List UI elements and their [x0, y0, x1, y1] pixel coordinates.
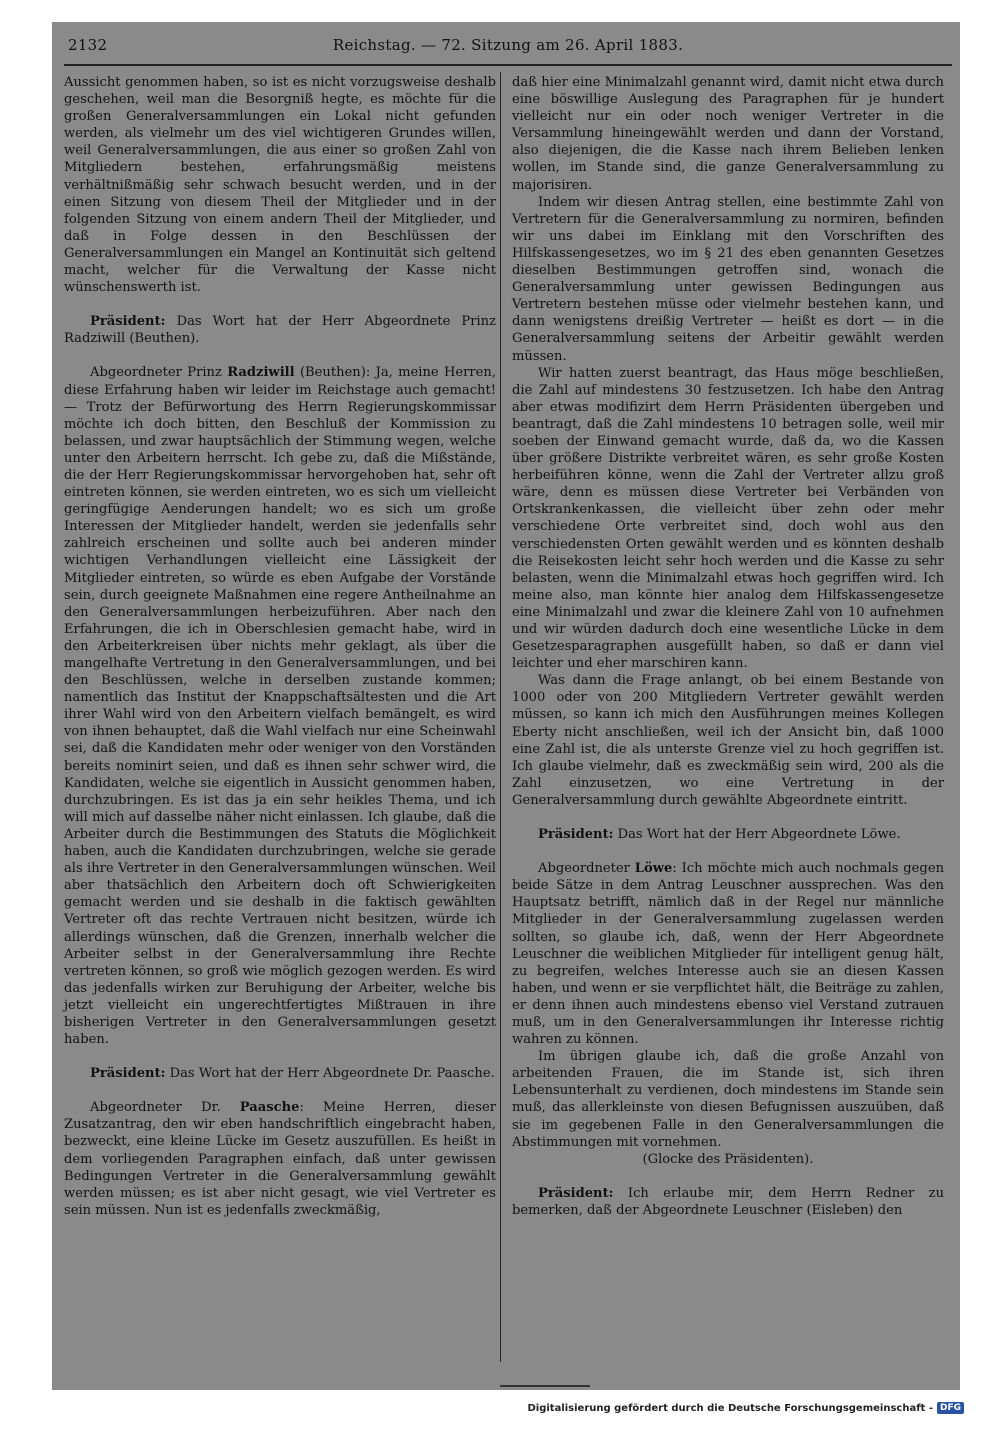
dfg-logo: DFG: [937, 1402, 964, 1414]
speaker-paragraph: [64, 1065, 496, 1082]
speaker-prefix: Abgeordneter Dr.: [90, 1100, 240, 1116]
speaker-paragraph: [512, 860, 944, 1048]
paragraph-text: daß hier eine Minimalzahl genannt wird, damit nicht etwa durch eine böswillige Auslegung des Paragraphen für je hundert vielleicht nur ein oder noch weniger Vertreter in die Versammlung hineingewählt werden und dann der Vorstand, also diejenigen, die die Kasse nach ihrem Belieben lenken wollen, im Stande sind, die ganze Generalversammlung zu majorisiren.: [512, 75, 944, 193]
paragraph-text: Im übrigen glaube ich, daß die große Anzahl von arbeitenden Frauen, die im Stande ist, sich ihren Lebensunterhalt zu verdienen, doch mindestens im Stande sein muß, das allerkleinste von diesen Befugnissen auszuüben, daß sie im gegebenen Falle in den Generalversammlungen die Abstimmungen mit vornehmen.: [512, 1049, 944, 1150]
speaker-name: Präsident:: [538, 827, 614, 843]
paragraph-text: Das Wort hat der Herr Abgeordnete Prinz Radziwill (Beuthen).: [64, 314, 496, 347]
footer-credit: Digitalisierung gefördert durch die Deutsche Forschungsgemeinschaft -: [527, 1402, 933, 1414]
bottom-mark: [500, 1385, 590, 1387]
running-title: Reichstag. — 72. Sitzung am 26. April 1883.: [332, 36, 684, 54]
left-column: [64, 74, 496, 1219]
paragraph: [512, 1048, 944, 1151]
paragraph-text: Das Wort hat der Herr Abgeordnete Dr. Paasche.: [165, 1066, 495, 1082]
speaker-name: Paasche: [239, 1100, 300, 1116]
speaker-paragraph: [64, 313, 496, 347]
speaker-prefix: Abgeordneter Prinz: [90, 365, 228, 381]
paragraph-text: Wir hatten zuerst beantragt, das Haus möge beschließen, die Zahl auf mindestens 30 festzusetzen. Ich habe den Antrag aber etwas modifizirt dem Herrn Präsidenten übergeben und beantragt, daß die Zahl mindestens 10 betragen solle, weil mir soeben der Einwand gemacht wurde, daß da, wo die Kassen über größere Distrikte verbreitet wären, es sehr große Kosten herbeiführen könne, wenn die Zahl der Vertreter allzu groß wäre, denn es müssen diese Vertreter bei Verbänden von Ortskrankenkassen, die vielleicht über zehn oder mehr verschiedene Orte verbreitet sind, doch wohl aus den verschiedensten Orten gewählt werden und es könnten deshalb die Reisekosten leicht sehr hoch werden und die Kasse zu sehr belasten, wenn die Minimalzahl etwas hoch gegriffen wird. Ich meine also, man könnte hier analog dem Hilfskassengesetze eine Minimalzahl und zwar die kleinere Zahl von 10 aufnehmen und wir würden dadurch doch eine wesentliche Lücke in dem Gesetzesparagraphen ausgefüllt haben, so daß er dann viel leichter und eher marschiren kann.: [512, 365, 944, 672]
paragraph-text: Ich erlaube mir, dem Herrn Redner zu bemerken, daß der Abgeordnete Leuschner (Eisleben) den: [512, 1185, 944, 1218]
paragraph-text: (Beuthen): Ja, meine Herren, diese Erfahrung haben wir leider im Reichstage auch gemacht! — Trotz der Befürwortung des Herrn Regierungskommissar möchte ich doch bitten, den Beschluß der Kommission zu belassen, und zwar hauptsächlich der Stimmung wegen, welche unter den Arbeitern herrscht. Ich gebe zu, daß die Mißstände, die der Herr Regierungskommissar hervorgehoben hat, sehr oft eintreten können, sie werden eintreten, wo es sich um vielleicht geringfügige Aenderungen handelt; wo es sich um große Interessen der Mitglieder handelt, werden sie jedenfalls sehr zahlreich erscheinen und sollte auch bei anderen minder wichtigen Verhandlungen vielleicht eine Lässigkeit der Mitglieder eintreten, so würde es eben Aufgabe der Vorstände sein, durch geeignete Maßnahmen eine regere Antheilnahme an den Generalversammlungen herbeizuführen. Aber nach den Erfahrungen, die ich in Oberschlesien gemacht habe, wird in den Arbeiterkreisen über nichts mehr geklagt, als über die mangelhafte Vertretung in den Generalversammlungen, und bei den Beschlüssen, welche in derselben zustande kommen; namentlich das Institut der Knappschaftsältesten und die Art ihrer Wahl wird von den Arbeitern vielfach bemängelt, es wird von ihnen behauptet, daß die Wahl vielfach nur eine Scheinwahl sei, daß die Kandidaten mehr oder weniger von den Vorständen bereits nominirt seien, und daß es ihnen sehr schwer wird, die Kandidaten, welche sie eigentlich in Aussicht genommen haben, durchzubringen. Es ist das ja ein sehr heikles Thema, und ich will mich auf dasselbe näher nicht einlassen. Ich glaube, daß die Arbeiter durch die Bestimmungen des Statuts die Möglichkeit haben, auch die Kandidaten durchzubringen, welche sie gerade als ihre Vertreter in den Generalversammlungen wünschen. Weil aber thatsächlich den Arbeitern doch oft Schwierigkeiten gemacht werden und sie deshalb in die faktisch gewählten Vertreter oft das rechte Vertrauen nicht besitzen, würde ich allerdings wünschen, daß die Grenzen, innerhalb welcher die Arbeiter selbst in der Generalversammlung ihre Rechte vertreten können, so groß wie möglich gezogen werden. Es wird das jedenfalls wirken zur Beruhigung der Arbeiter, welche bis jetzt vielleicht ein ungerechtfertigtes Mißtrauen in ihre bisherigen Vertreter in den Generalversammlungen gesetzt haben.: [64, 365, 496, 1048]
speaker-paragraph: [512, 826, 944, 843]
speaker-name: Präsident:: [90, 1066, 166, 1082]
speaker-name: Präsident:: [90, 314, 166, 330]
paragraph-text: : Ich möchte mich auch nochmals gegen beide Sätze in dem Antrag Leuschner aussprechen. Was den Hauptsatz betrifft, nämlich daß in der Regel nur männliche Mitglieder in der Generalversammlung zugelassen werden sollten, so glaube ich, daß, wenn der Herr Abgeordnete Leuschner die weiblichen Mitglieder für intelligent genug hält, zu begreifen, welches Interesse auch sie an diesen Kassen haben, und wenn er sie verpflichtet hält, die Beiträge zu zahlen, er denn ihnen auch mindestens ebenso viel Verstand zutrauen muß, um in den Generalversammlungen ihr Interesse richtig wahren zu können.: [512, 861, 944, 1048]
speaker-paragraph: [64, 1099, 496, 1219]
stage-direction: [512, 1151, 944, 1168]
footer: [527, 1402, 964, 1414]
paragraph-text: Indem wir diesen Antrag stellen, eine bestimmte Zahl von Vertretern für die Generalversammlung zu normiren, befinden wir uns dabei im Einklang mit den Vorschriften des Hilfskassengesetzes, wo im § 21 des eben genannten Gesetzes dieselben Bestimmungen getroffen sind, wonach die Generalversammlung unter gewissen Bedingungen aus Vertretern bestehen müsse oder vielmehr bestehen kann, und dann wenigstens dreißig Vertreter — heißt es dort — in die Generalversammlung seitens der Arbeitir gewählt werden müssen.: [512, 194, 944, 364]
page-number: 2132: [68, 36, 108, 54]
paragraph: [64, 74, 496, 296]
speaker-name: Radziwill: [227, 365, 295, 381]
scanned-page: [52, 22, 960, 1390]
right-column: [512, 74, 944, 1219]
paragraph: [512, 672, 944, 809]
paragraph-text: Aussicht genommen haben, so ist es nicht vorzugsweise deshalb geschehen, weil man die Besorgniß hegte, es möchte für die großen Generalversammlungen ein Lokal nicht gefunden werden, als vielmehr um des viel wichtigeren Grundes willen, weil Generalversammlungen, die aus einer so großen Zahl von Mitgliedern bestehen, erfahrungsmäßig meistens verhältnißmäßig sehr schwach besucht werden, und in der einen Sitzung von diesem Theil der Mitglieder und in der folgenden Sitzung von einem andern Theil der Mitglieder, und daß in Folge dessen in den Beschlüssen der Generalversammlungen ein Mangel an Kontinuität sich geltend macht, welcher für die Verwaltung der Kasse nicht wünschenswerth ist.: [64, 75, 496, 296]
column-rule: [500, 72, 501, 1362]
speaker-prefix: Abgeordneter: [538, 861, 635, 877]
speaker-paragraph: [64, 364, 496, 1048]
paragraph-text: Das Wort hat der Herr Abgeordnete Löwe.: [613, 827, 901, 843]
paragraph: [512, 194, 944, 365]
speaker-name: Löwe: [634, 861, 673, 877]
paragraph: [512, 365, 944, 673]
paragraph-text: : Meine Herren, dieser Zusatzantrag, den wir eben handschriftlich eingebracht haben, bezweckt, eine kleine Lücke im Gesetz auszufüllen. Es heißt in dem vorliegenden Paragraphen einfach, daß unter gewissen Bedingungen Vertreter in die Generalversammlung gewählt werden müssen; es ist aber nicht gesagt, wie viel Vertreter es sein müssen. Nun ist es jedenfalls zweckmäßig,: [64, 1100, 496, 1218]
speaker-name: Präsident:: [538, 1185, 614, 1201]
paragraph-text: (Glocke des Präsidenten).: [642, 1151, 814, 1167]
paragraph: [512, 74, 944, 194]
page-header: [64, 30, 952, 66]
speaker-paragraph: [512, 1185, 944, 1219]
paragraph-text: Was dann die Frage anlangt, ob bei einem Bestande von 1000 oder von 200 Mitgliedern Vertreter gewählt werden müssen, so kann ich mich den Ausführungen meines Kollegen Eberty nicht anschließen, weil ich der Ansicht bin, daß 1000 eine Zahl ist, die als unterste Grenze viel zu hoch gegriffen ist. Ich glaube vielmehr, daß es zweckmäßig sein wird, 200 als die Zahl einzusetzen, wo eine Vertretung in der Generalversammlung durch gewählte Abgeordnete eintritt.: [512, 673, 944, 808]
